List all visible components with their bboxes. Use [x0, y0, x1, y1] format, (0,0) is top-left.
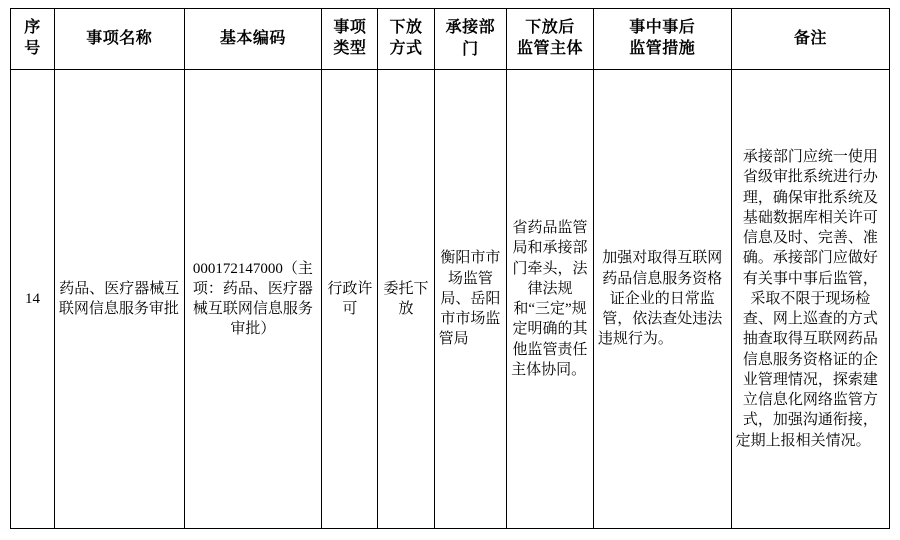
cell-dept: 衡阳市市场监管局、岳阳市市场监管局: [434, 70, 506, 529]
cell-code: 000172147000（主项：药品、医疗器械互联网信息服务审批）: [184, 70, 322, 529]
column-header-measure: [593, 9, 731, 70]
approval-items-table: [10, 8, 890, 529]
cell-mode: 委托下放: [378, 70, 434, 529]
column-header-measure-line1: 事中事后: [629, 19, 696, 37]
column-header-subject-line1: 下放后: [525, 19, 575, 37]
table-body: [11, 70, 890, 529]
column-header-type-line2: 类型: [333, 40, 367, 57]
column-header-type-line1: 事项: [333, 19, 367, 37]
column-header-mode: [378, 9, 434, 70]
cell-name: 药品、医疗器械互联网信息服务审批: [54, 70, 184, 529]
column-header-index: [11, 9, 55, 70]
cell-subject: 省药品监管局和承接部门牵头，法律法规和“三定”规定明确的其他监管责任主体协同。: [507, 70, 594, 529]
cell-index: 14: [11, 70, 55, 529]
column-header-index-line1: 序: [24, 19, 41, 37]
column-header-dept: 承接部门: [434, 9, 506, 70]
table-row: [11, 70, 890, 529]
column-header-name: 事项名称: [54, 9, 184, 70]
cell-measure: 加强对取得互联网药品信息服务资格证企业的日常监管，依法查处违法违规行为。: [593, 70, 731, 529]
column-header-mode-line1: 下放: [389, 19, 423, 37]
cell-type: 行政许可: [322, 70, 378, 529]
column-header-mode-line2: 方式: [389, 40, 423, 57]
column-header-type: [322, 9, 378, 70]
column-header-remark: 备注: [731, 9, 889, 70]
column-header-measure-line2: 监管措施: [629, 40, 696, 57]
table-header: [11, 9, 890, 70]
column-header-code: 基本编码: [184, 9, 322, 70]
table-header-row: [11, 9, 890, 70]
column-header-index-line2: 号: [24, 40, 41, 57]
column-header-subject: [507, 9, 594, 70]
column-header-subject-line2: 监管主体: [516, 40, 583, 57]
cell-remark: 承接部门应统一使用省级审批系统进行办理，确保审批系统及基础数据库相关许可信息及时、完善、准确。承接部门应做好有关事中事后监管，采取不限于现场检查、网上巡查的方式抽查取得互联网药品信息服务资格证的企业管理情况，探索建立信息化网络监管方式，加强沟通衔接，定期上报相关情况。: [731, 70, 889, 529]
